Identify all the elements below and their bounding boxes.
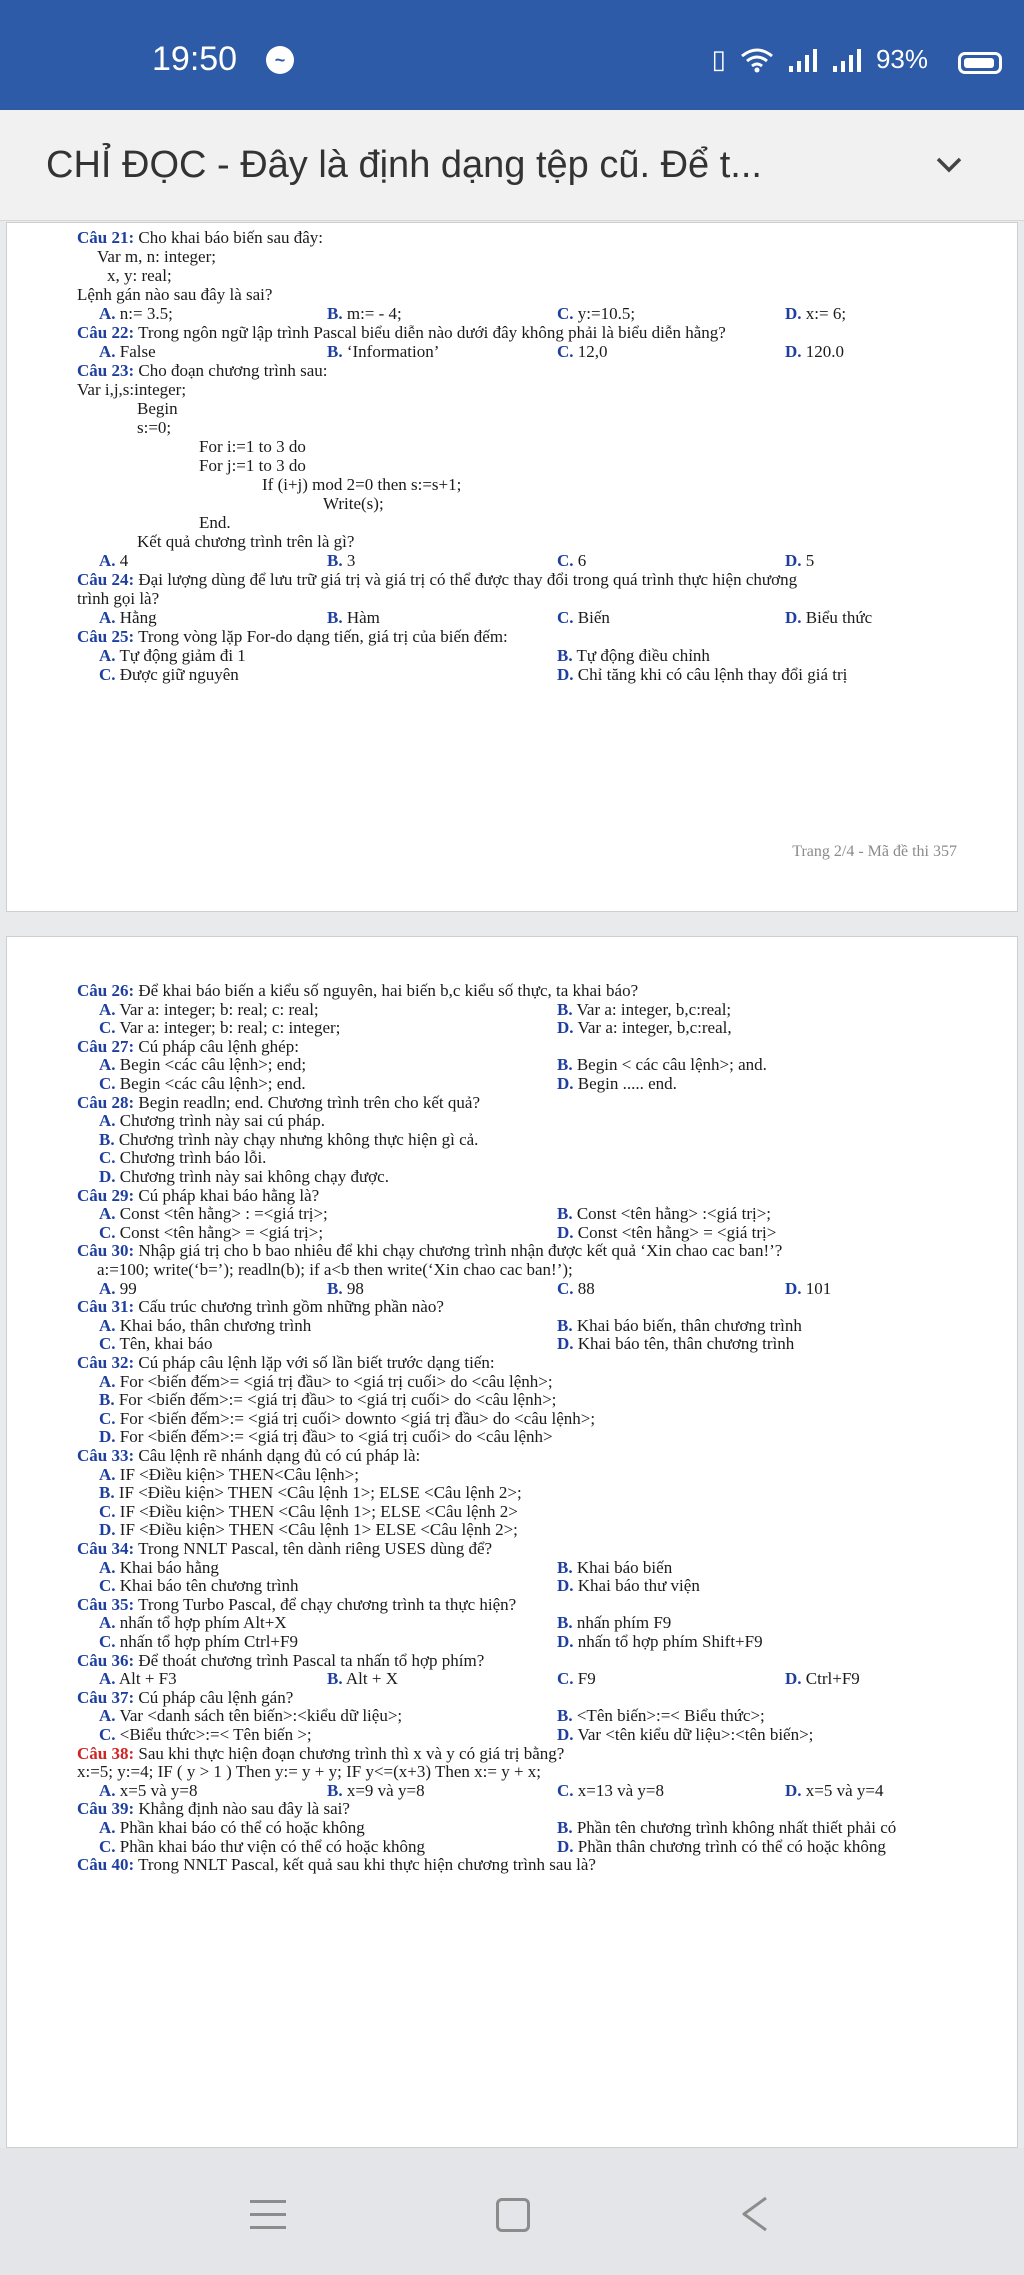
option-text: Chương trình này sai không chạy được.: [115, 1167, 389, 1186]
line-text: End.: [199, 513, 231, 532]
option-letter: A.: [99, 1464, 116, 1484]
option-text: Var <tên kiểu dữ liệu>:<tên biến>;: [573, 1725, 814, 1744]
option-letter: A.: [99, 999, 116, 1019]
line-text: Sau khi thực hiện đoạn chương trình thì x và y có giá trị bằng?: [134, 1743, 565, 1763]
status-time: 19:50: [152, 40, 238, 78]
option-letter: D.: [785, 1278, 802, 1298]
answer-option: [785, 341, 844, 363]
option-text: 5: [801, 551, 815, 570]
option-letter: D.: [557, 1836, 574, 1856]
answer-option: [327, 1668, 398, 1690]
option-text: Khai báo, thân chương trình: [115, 1315, 312, 1335]
question-number: Câu 27:: [77, 1036, 135, 1056]
battery-percent: 93%: [875, 44, 928, 74]
question-number: Câu 35:: [77, 1594, 135, 1614]
question-number: Câu 36:: [77, 1650, 135, 1670]
question-number: Câu 23:: [77, 361, 135, 380]
answer-option: [557, 1724, 813, 1746]
option-letter: A.: [99, 1818, 116, 1837]
question-number: Câu 21:: [77, 228, 135, 247]
option-letter: B.: [557, 1557, 573, 1577]
answer-option: [557, 1575, 700, 1597]
line-text: Trong Turbo Pascal, để chạy chương trình ta thực hiện?: [134, 1594, 517, 1614]
question-number: Câu 32:: [77, 1353, 135, 1372]
option-letter: A.: [99, 1315, 116, 1335]
option-text: IF <Điều kiện> THEN <Câu lệnh 1>; ELSE <Câu lệnh 2>;: [114, 1483, 522, 1503]
option-letter: D.: [557, 1632, 574, 1651]
answer-option: [557, 1073, 677, 1095]
question-number: Câu 22:: [77, 323, 135, 342]
option-text: F9: [573, 1669, 596, 1689]
line-text: Cấu trúc chương trình gồm những phần nào?: [134, 1297, 444, 1317]
option-text: Khai báo thư viện: [573, 1576, 700, 1596]
option-text: Khai báo biến, thân chương trình: [572, 1315, 802, 1335]
line-text: Write(s);: [323, 494, 384, 513]
question-line: [77, 569, 797, 591]
option-text: IF <Điều kiện> THEN<Câu lệnh>;: [115, 1464, 359, 1484]
option-text: <Biểu thức>:=< Tên biến >;: [115, 1725, 312, 1744]
line-text: x:=5; y:=4; IF ( y > 1 ) Then y:= y + y; IF y<=(x+3) Then x:= y + x;: [77, 1762, 542, 1782]
option-letter: D.: [785, 304, 802, 323]
option-text: 98: [342, 1278, 364, 1298]
answer-option: [557, 664, 847, 686]
wifi-icon: [740, 47, 774, 73]
option-letter: B.: [327, 342, 343, 361]
option-text: m:= - 4;: [342, 304, 402, 323]
option-letter: D.: [557, 1576, 574, 1596]
line-text: s:=0;: [137, 418, 172, 437]
signal-icon: [788, 48, 818, 72]
question-number: Câu 40:: [77, 1855, 135, 1875]
option-text: nhấn tổ hợp phím Shift+F9: [573, 1632, 763, 1651]
document-page-2: [6, 222, 1018, 912]
option-text: nhấn tổ hợp phím Ctrl+F9: [115, 1632, 298, 1651]
option-letter: D.: [557, 1725, 574, 1744]
option-letter: B.: [327, 1780, 343, 1800]
question-number: Câu 30:: [77, 1241, 135, 1261]
status-bar: [0, 0, 1024, 110]
home-icon[interactable]: [496, 2198, 530, 2232]
back-icon[interactable]: [736, 2194, 776, 2234]
document-title-bar[interactable]: [0, 110, 1024, 221]
option-letter: B.: [557, 1818, 573, 1837]
answer-option: [785, 1780, 884, 1802]
battery-icon: [958, 52, 1002, 74]
question-number: Câu 26:: [77, 981, 135, 1000]
option-text: x=9 và y=8: [342, 1780, 425, 1800]
option-text: Begin < các câu lệnh>; and.: [572, 1055, 767, 1075]
option-text: Phần khai báo thư viện có thể có hoặc không: [115, 1836, 426, 1856]
option-text: 88: [573, 1278, 595, 1298]
option-text: n:= 3.5;: [115, 304, 173, 323]
option-letter: B.: [557, 646, 573, 665]
option-letter: B.: [327, 1669, 343, 1689]
option-letter: B.: [327, 304, 343, 323]
option-letter: B.: [327, 551, 343, 570]
vibrate-icon: ▯: [711, 44, 726, 74]
option-letter: A.: [99, 1111, 116, 1131]
answer-option: [557, 607, 610, 629]
answer-option: [557, 1333, 794, 1355]
question-number: Câu 38:: [77, 1743, 135, 1763]
option-text: Khai báo tên, thân chương trình: [573, 1334, 795, 1354]
answer-option: [785, 303, 846, 325]
question-number: Câu 29:: [77, 1185, 135, 1205]
document-page-3: [6, 936, 1018, 2148]
line-text: Begin readln; end. Chương trình trên cho kết quả?: [134, 1092, 480, 1112]
question-number: Câu 34:: [77, 1539, 135, 1558]
option-text: x=5 và y=8: [115, 1780, 198, 1800]
answer-option: [785, 1278, 831, 1300]
option-text: 4: [115, 551, 129, 570]
option-text: x:= 6;: [801, 304, 847, 323]
option-text: 120.0: [801, 342, 845, 361]
answer-option: [557, 1668, 596, 1690]
answer-option: [557, 1631, 763, 1653]
option-letter: B.: [557, 1055, 573, 1075]
answer-option: [785, 1668, 860, 1690]
line-text: Cho đoạn chương trình sau:: [134, 361, 328, 380]
line-text: Trong vòng lặp For-do dạng tiến, giá trị của biến đếm:: [134, 627, 508, 646]
option-letter: D.: [557, 1018, 574, 1038]
option-text: For <biến đếm>:= <giá trị cuối> downto <giá trị đầu> do <câu lệnh>;: [115, 1408, 596, 1428]
line-text: For j:=1 to 3 do: [199, 456, 306, 475]
question-number: Câu 33:: [77, 1446, 135, 1465]
option-letter: C.: [99, 1632, 116, 1651]
option-text: Ctrl+F9: [801, 1669, 860, 1689]
option-text: ‘Information’: [342, 342, 440, 361]
option-letter: C.: [99, 665, 116, 684]
question-number: Câu 37:: [77, 1687, 135, 1707]
option-letter: A.: [99, 342, 116, 361]
option-letter: B.: [327, 1278, 343, 1298]
option-letter: B.: [99, 1483, 115, 1503]
line-text: Trong NNLT Pascal, kết quả sau khi thực hiện chương trình sau là?: [134, 1855, 596, 1875]
option-text: Chương trình này sai cú pháp.: [115, 1111, 325, 1131]
question-number: Câu 31:: [77, 1297, 135, 1317]
option-letter: A.: [99, 1055, 116, 1075]
option-text: Được giữ nguyên: [115, 665, 239, 684]
option-letter: D.: [785, 551, 802, 570]
option-text: Biến: [573, 608, 610, 627]
option-text: <Tên biến>:=< Biểu thức>;: [572, 1706, 765, 1726]
answer-option: [557, 1780, 664, 1802]
status-icons: [712, 44, 928, 75]
option-letter: C.: [557, 304, 574, 323]
option-letter: B.: [99, 1390, 115, 1410]
line-text: Để thoát chương trình Pascal ta nhấn tổ hợp phím?: [134, 1650, 485, 1670]
option-text: IF <Điều kiện> THEN <Câu lệnh 1> ELSE <Câu lệnh 2>;: [115, 1520, 518, 1540]
option-letter: B.: [99, 1129, 115, 1149]
option-text: Tên, khai báo: [115, 1334, 213, 1354]
answer-option: [327, 341, 439, 363]
line-text: Nhập giá trị cho b bao nhiêu để khi chạy chương trình nhận được kết quả ‘Xin chao cac ban!’?: [134, 1241, 783, 1261]
line-text: Kết quả chương trình trên là gì?: [137, 532, 355, 551]
option-text: Khai báo biến: [572, 1557, 673, 1577]
answer-option: [557, 341, 608, 363]
line-text: Var m, n: integer;: [97, 247, 216, 266]
option-text: Var <danh sách tên biến>:<kiểu dữ liệu>;: [115, 1706, 403, 1726]
option-text: 12,0: [573, 342, 608, 361]
option-letter: C.: [99, 1074, 116, 1093]
option-text: Phần tên chương trình không nhất thiết phải có: [572, 1818, 897, 1837]
option-letter: D.: [785, 1780, 802, 1800]
line-text: Trong ngôn ngữ lập trình Pascal biểu diễn nào dưới đây không phải là biểu diễn hằng?: [134, 323, 726, 342]
option-letter: D.: [557, 1074, 574, 1093]
option-text: Hằng: [115, 608, 157, 627]
line-text: If (i+j) mod 2=0 then s:=s+1;: [262, 475, 462, 494]
option-text: False: [115, 342, 156, 361]
option-text: Phần thân chương trình có thể có hoặc không: [573, 1836, 886, 1856]
option-text: Begin <các câu lệnh>; end.: [115, 1074, 306, 1093]
line-text: For i:=1 to 3 do: [199, 437, 306, 456]
option-letter: C.: [99, 1222, 116, 1242]
option-letter: C.: [557, 551, 574, 570]
answer-option: [99, 664, 239, 686]
answer-option: [557, 1278, 595, 1300]
signal-icon: [832, 48, 862, 72]
option-text: 3: [342, 551, 356, 570]
option-letter: A.: [99, 1557, 116, 1577]
option-text: Var a: integer, b,c:real,: [573, 1018, 732, 1038]
option-letter: D.: [557, 665, 574, 684]
option-text: Const <tên hằng> = <giá trị>;: [115, 1222, 324, 1242]
option-letter: C.: [557, 608, 574, 627]
option-text: Phần khai báo có thể có hoặc không: [115, 1818, 365, 1837]
option-letter: D.: [99, 1520, 116, 1540]
option-letter: C.: [99, 1334, 116, 1354]
line-text: Đại lượng dùng để lưu trữ giá trị và giá trị có thể được thay đổi trong quá trình thực hiện chương: [134, 570, 798, 589]
question-number: Câu 39:: [77, 1799, 135, 1819]
line-text: a:=100; write(‘b=’); readln(b); if a<b then write(‘Xin chao cac ban!’);: [97, 1260, 573, 1279]
option-text: For <biến đếm>:= <giá trị đầu> to <giá trị cuối> do <câu lệnh>: [115, 1427, 553, 1447]
option-letter: B.: [557, 1204, 573, 1224]
text-line: [323, 493, 384, 515]
option-letter: A.: [99, 1706, 116, 1726]
option-letter: D.: [99, 1427, 116, 1447]
option-letter: D.: [557, 1334, 574, 1354]
option-letter: C.: [99, 1836, 116, 1856]
option-text: 101: [801, 1278, 832, 1298]
question-line: [77, 1854, 596, 1876]
option-letter: A.: [99, 551, 116, 570]
option-text: IF <Điều kiện> THEN <Câu lệnh 1>; ELSE <Câu lệnh 2>: [115, 1501, 518, 1521]
option-letter: C.: [99, 1148, 116, 1168]
option-letter: A.: [99, 1780, 116, 1800]
option-letter: B.: [557, 1613, 573, 1633]
option-letter: C.: [99, 1725, 116, 1744]
option-text: Const <tên hằng> : =<giá trị>;: [115, 1204, 328, 1224]
option-text: 99: [115, 1278, 137, 1298]
option-text: For <biến đếm>= <giá trị đầu> to <giá trị cuối> do <câu lệnh>;: [115, 1371, 553, 1391]
option-letter: C.: [99, 1018, 116, 1038]
text-line: [137, 531, 354, 553]
option-letter: C.: [99, 1501, 116, 1521]
option-letter: A.: [99, 646, 116, 665]
option-text: Begin ..... end.: [573, 1074, 677, 1093]
option-letter: C.: [99, 1576, 116, 1596]
option-text: Begin <các câu lệnh>; end;: [115, 1055, 307, 1075]
option-text: Const <tên hằng> = <giá trị>: [573, 1222, 777, 1242]
option-letter: C.: [557, 1278, 574, 1298]
option-letter: B.: [557, 1706, 573, 1726]
line-text: Cho khai báo biến sau đây:: [134, 228, 324, 247]
option-text: Tự động điều chỉnh: [572, 646, 710, 665]
line-text: Để khai báo biến a kiểu số nguyên, hai biến b,c kiểu số thực, ta khai báo?: [134, 981, 639, 1000]
question-number: Câu 24:: [77, 570, 135, 589]
option-text: Hàm: [342, 608, 380, 627]
chevron-down-icon[interactable]: [932, 148, 966, 182]
option-text: Const <tên hằng> :<giá trị>;: [572, 1204, 772, 1224]
option-text: Chương trình này chạy nhưng không thực hiện gì cả.: [114, 1129, 479, 1149]
messenger-icon: ~: [266, 46, 294, 74]
answer-option: [557, 1017, 732, 1039]
option-text: y:=10.5;: [573, 304, 636, 323]
line-text: x, y: real;: [107, 266, 172, 285]
option-letter: D.: [785, 608, 802, 627]
option-letter: D.: [557, 1222, 574, 1242]
page-title: CHỈ ĐỌC - Đây là định dạng tệp cũ. Để t...: [46, 144, 762, 186]
text-line: [137, 417, 171, 439]
line-text: Begin: [137, 399, 178, 418]
option-text: Biểu thức: [801, 608, 873, 627]
option-letter: A.: [99, 1371, 116, 1391]
answer-option: [785, 607, 872, 629]
option-text: Chương trình báo lỗi.: [115, 1148, 267, 1168]
line-text: Cú pháp khai báo hằng là?: [134, 1185, 320, 1205]
option-letter: B.: [557, 999, 573, 1019]
option-letter: A.: [99, 608, 116, 627]
option-text: nhấn tổ hợp phím Alt+X: [115, 1613, 287, 1633]
navigation-bar: [0, 2148, 1024, 2275]
option-text: Var a: integer, b,c:real;: [572, 999, 732, 1019]
question-number: Câu 28:: [77, 1092, 135, 1112]
option-text: Chỉ tăng khi có câu lệnh thay đổi giá trị: [573, 665, 848, 684]
option-letter: B.: [557, 1315, 573, 1335]
option-letter: A.: [99, 1669, 116, 1689]
option-text: Alt + X: [342, 1669, 398, 1689]
option-letter: A.: [99, 1613, 116, 1633]
option-text: Var a: integer; b: real; c: integer;: [115, 1018, 341, 1038]
line-text: Khẳng định nào sau đây là sai?: [134, 1799, 350, 1819]
answer-option: [557, 1836, 886, 1858]
option-text: x=5 và y=4: [801, 1780, 884, 1800]
option-letter: D.: [99, 1167, 116, 1186]
line-text: Cú pháp câu lệnh lặp với số lần biết trước dạng tiến:: [134, 1353, 495, 1372]
option-letter: C.: [557, 342, 574, 361]
option-text: 6: [573, 551, 587, 570]
line-text: trình gọi là?: [77, 589, 160, 608]
page-footer: Trang 2/4 - Mã đề thi 357: [792, 843, 957, 860]
line-text: Câu lệnh rẽ nhánh dạng đủ có cú pháp là:: [134, 1446, 421, 1465]
option-letter: C.: [557, 1780, 574, 1800]
option-letter: A.: [99, 1204, 116, 1224]
menu-icon[interactable]: [250, 2200, 286, 2239]
line-text: Cú pháp câu lệnh ghép:: [134, 1036, 299, 1056]
option-text: Alt + F3: [115, 1669, 177, 1689]
option-text: Tự động giảm đi 1: [115, 646, 246, 665]
line-text: Cú pháp câu lệnh gán?: [134, 1687, 294, 1707]
option-letter: D.: [785, 1669, 802, 1689]
option-text: For <biến đếm>:= <giá trị đầu> to <giá trị cuối> do <câu lệnh>;: [114, 1390, 557, 1410]
option-letter: C.: [557, 1669, 574, 1689]
option-text: Var a: integer; b: real; c: real;: [115, 999, 319, 1019]
option-letter: D.: [785, 342, 802, 361]
option-text: nhấn phím F9: [572, 1613, 672, 1633]
line-text: Trong NNLT Pascal, tên dành riêng USES dùng để?: [134, 1539, 493, 1558]
option-text: x=13 và y=8: [573, 1780, 665, 1800]
line-text: Var i,j,s:integer;: [77, 380, 187, 399]
question-number: Câu 25:: [77, 627, 135, 646]
option-text: Khai báo hằng: [115, 1557, 219, 1577]
option-letter: B.: [327, 608, 343, 627]
line-text: Lệnh gán nào sau đây là sai?: [77, 285, 273, 304]
option-letter: A.: [99, 1278, 116, 1298]
option-letter: C.: [99, 1408, 116, 1428]
option-text: Khai báo tên chương trình: [115, 1576, 299, 1596]
option-letter: A.: [99, 304, 116, 323]
